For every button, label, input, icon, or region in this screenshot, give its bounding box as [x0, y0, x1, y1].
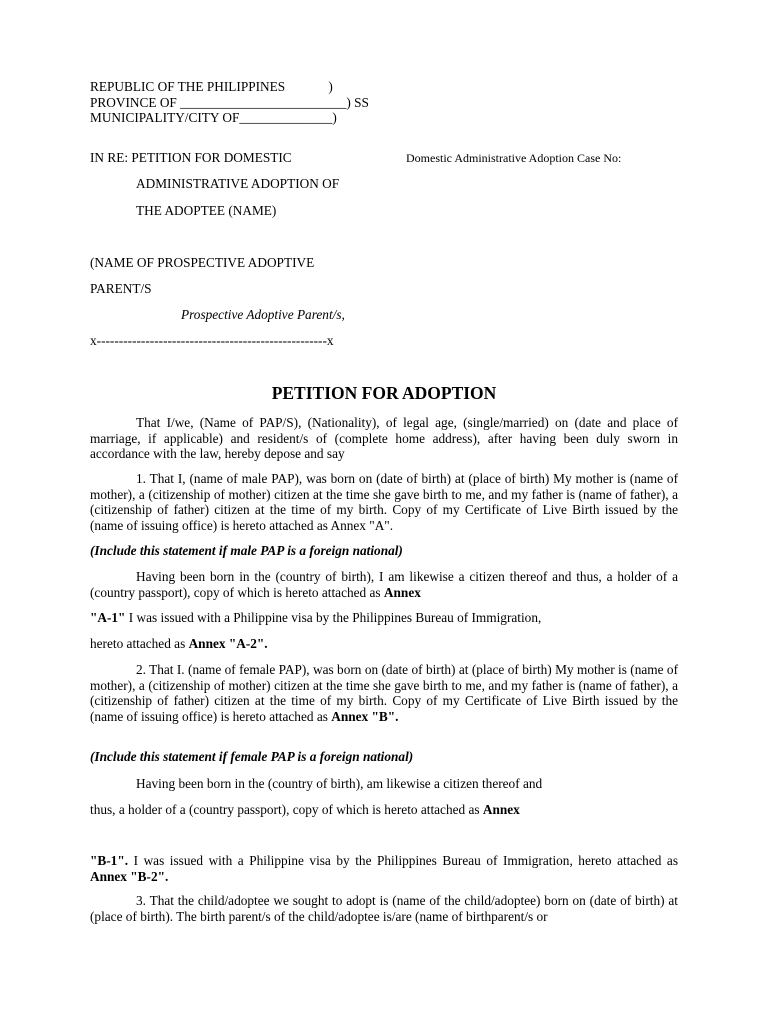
paragraph-1: 1. That I, (name of male PAP), was born on (date of birth) at (place of birth) My mother is (name of mother), a (citizenship of mother) citizen at the time she gave birth to me, and my father is (name of father), a (citizenship of father) citizen at the time of my birth. Copy of my Certificate of Live Birth issued by the (name of issuing office) is hereto attached as Annex "A". [90, 471, 678, 533]
caption-separator: x----------------------------------------------------x [90, 333, 334, 348]
male-foreign-paragraph [90, 569, 678, 600]
female-foreign-line1: Having been born in the (country of birth), am likewise a citizen thereof and [136, 776, 543, 791]
annex-a1-line [90, 610, 541, 626]
female-foreign-text: thus, a holder of a (country passport), copy of which is hereto attached as [90, 802, 483, 817]
annex-a2-label: Annex "A-2". [188, 636, 268, 651]
caption-in-re-line2: ADMINISTRATIVE ADOPTION OF [136, 176, 340, 191]
note-male-foreign: (Include this statement if male PAP is a foreign national) [90, 543, 403, 558]
female-foreign-line2 [90, 802, 520, 818]
document-title: PETITION FOR ADOPTION [271, 383, 497, 403]
paragraph-2-text: 2. That I. (name of female PAP), was born on (date of birth) at (place of birth) My mother is (name of mother), a (citizenship of mother) citizen at the time she gave birth to me, and my father is (name of father), a (citizenship of father) citizen at the time of my birth. Copy of my Certificate of Live Birth issued by the (name of issuing office) is hereto attached as [90, 662, 678, 724]
annex-a1-label: "A-1" [90, 610, 126, 625]
header-municipality: MUNICIPALITY/CITY OF______________) [90, 110, 337, 125]
annex-a1-text: I was issued with a Philippine visa by the Philippines Bureau of Immigration, [125, 610, 542, 625]
annex-a2-line [90, 636, 268, 652]
annex-b1-paragraph [90, 853, 678, 884]
annex-b1-text: I was issued with a Philippine visa by the Philippines Bureau of Immigration, hereto attached as [128, 853, 678, 868]
caption-pap-line2: PARENT/S [90, 281, 152, 296]
caption-pap-line1: (NAME OF PROSPECTIVE ADOPTIVE [90, 255, 315, 270]
paragraph-2-annex: Annex "B". [331, 708, 399, 724]
female-foreign-annex: Annex [482, 802, 520, 817]
male-foreign-annex: Annex [383, 584, 421, 600]
caption-pap-role: Prospective Adoptive Parent/s, [181, 307, 345, 322]
annex-b2-label: Annex "B-2". [90, 868, 169, 884]
paragraph-3: 3. That the child/adoptee we sought to adopt is (name of the child/adoptee) born on (date of birth) at (place of birth). The birth parent/s of the child/adoptee is/are (name of birthparent/s or [90, 893, 678, 924]
caption-in-re-line1: IN RE: PETITION FOR DOMESTIC [90, 150, 292, 165]
note-female-foreign: (Include this statement if female PAP is a foreign national) [90, 749, 414, 764]
annex-b1-label: "B-1". [90, 853, 129, 868]
case-number-label: Domestic Administrative Adoption Case No: [406, 151, 622, 165]
header-republic: REPUBLIC OF THE PHILIPPINES ) [90, 79, 333, 94]
annex-a2-text: hereto attached as [90, 636, 189, 651]
intro-paragraph: That I/we, (Name of PAP/S), (Nationality), of legal age, (single/married) on (date and place of marriage, if applicable) and resident/s of (complete home address), after having been duly sworn in accordance with the law, hereby depose and say [90, 415, 678, 461]
caption-in-re-line3: THE ADOPTEE (NAME) [136, 203, 277, 218]
male-foreign-text: Having been born in the (country of birth), I am likewise a citizen thereof and thus, a holder of a (country passport), copy of which is hereto attached as [90, 569, 678, 600]
header-province: PROVINCE OF _________________________) SS [90, 95, 369, 110]
paragraph-2 [90, 662, 678, 724]
